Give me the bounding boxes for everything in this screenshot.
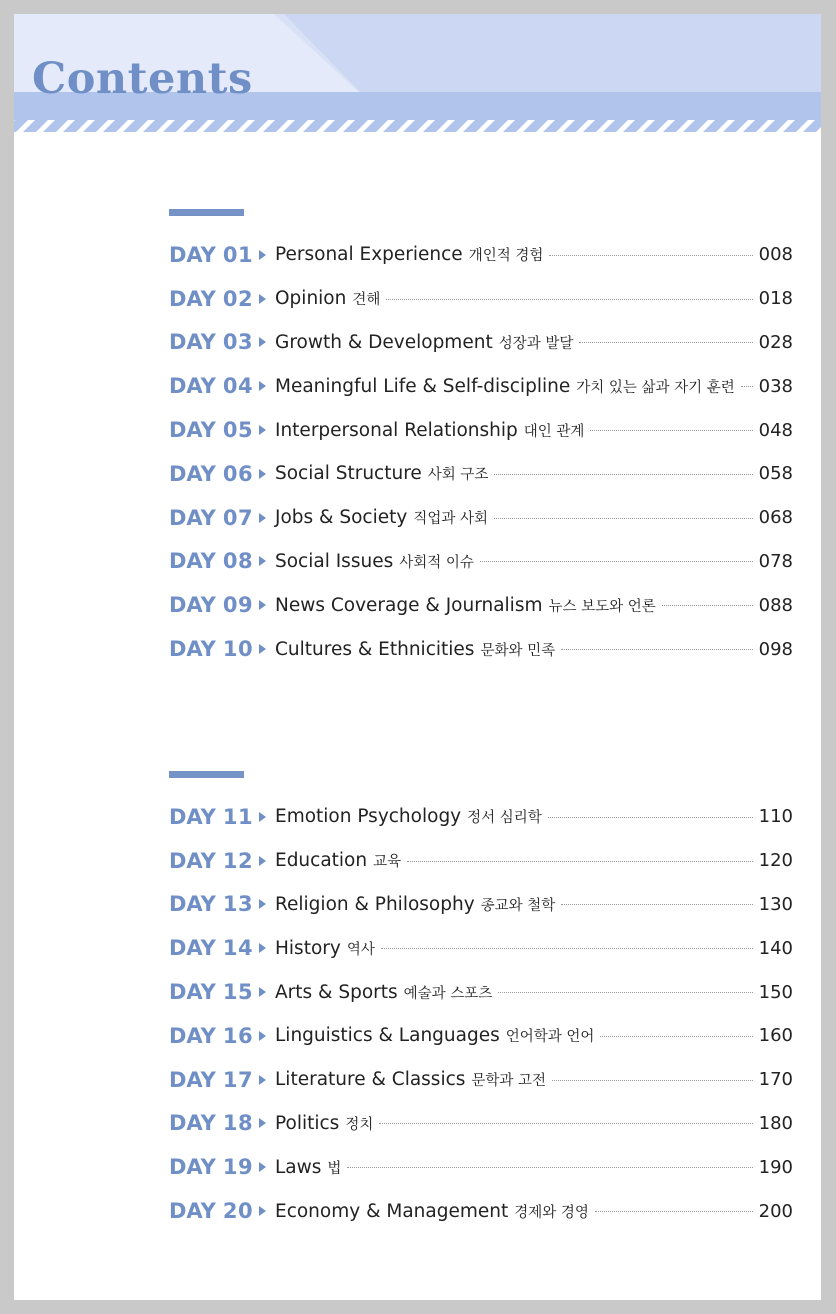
- toc-entry[interactable]: [169, 540, 793, 584]
- triangle-right-icon: [259, 600, 266, 610]
- toc-entry[interactable]: [169, 627, 793, 671]
- day-label: [169, 287, 275, 311]
- toc-entry[interactable]: [169, 321, 793, 365]
- triangle-right-icon: [259, 943, 266, 953]
- day-word: DAY: [169, 936, 216, 961]
- dot-leader: [407, 860, 753, 862]
- page-number: 068: [758, 507, 793, 529]
- day-word: DAY: [169, 892, 216, 917]
- dot-leader: [379, 1122, 752, 1124]
- dot-leader: [549, 254, 752, 256]
- day-number: 08: [222, 549, 254, 574]
- entry-title-ko: 정서 심리학: [467, 810, 542, 827]
- page-number: 018: [758, 288, 793, 310]
- toc-entry[interactable]: [169, 408, 793, 452]
- page-number: 130: [758, 893, 793, 915]
- day-number: 09: [222, 593, 254, 618]
- triangle-right-icon: [259, 381, 266, 391]
- day-word: DAY: [169, 461, 216, 486]
- day-label: [169, 805, 275, 829]
- entry-title-ko: 교육: [373, 854, 402, 871]
- day-label: [169, 330, 275, 354]
- day-word: DAY: [169, 505, 216, 530]
- toc-entry[interactable]: [169, 1014, 793, 1058]
- entry-title-ko: 직업과 사회: [413, 511, 488, 528]
- entry-title-ko: 개인적 경험: [468, 248, 544, 265]
- page-number: 048: [758, 419, 793, 441]
- entry-title-en: Laws: [275, 1156, 322, 1178]
- entry-title-en: Linguistics & Languages: [275, 1025, 500, 1047]
- day-word: DAY: [169, 1111, 216, 1136]
- page-number: 190: [758, 1156, 793, 1178]
- triangle-right-icon: [259, 1075, 266, 1085]
- toc-entry[interactable]: [169, 1102, 793, 1146]
- dot-leader: [561, 648, 753, 650]
- page-title: Contents: [32, 54, 253, 104]
- toc-entry[interactable]: [169, 1058, 793, 1102]
- day-number: 03: [222, 330, 254, 355]
- day-word: DAY: [169, 286, 216, 311]
- dot-leader: [662, 604, 753, 606]
- toc-section-1: [169, 233, 793, 671]
- day-word: DAY: [169, 1067, 216, 1092]
- triangle-right-icon: [259, 469, 266, 479]
- entry-title-en: Politics: [275, 1112, 340, 1134]
- toc-entry[interactable]: [169, 795, 793, 839]
- day-word: DAY: [169, 1155, 216, 1180]
- page-number: 110: [758, 806, 793, 828]
- page-number: 180: [758, 1112, 793, 1134]
- page-number: 140: [758, 937, 793, 959]
- day-number: 11: [222, 804, 254, 829]
- triangle-right-icon: [259, 1206, 266, 1216]
- day-number: 06: [222, 461, 254, 486]
- triangle-right-icon: [259, 294, 266, 304]
- day-label: [169, 1111, 275, 1135]
- entry-title-ko: 정치: [345, 1116, 374, 1133]
- triangle-right-icon: [259, 856, 266, 866]
- entry-title-ko: 종교와 철학: [480, 897, 556, 914]
- day-label: [169, 243, 275, 267]
- day-word: DAY: [169, 637, 216, 662]
- entry-title-en: Jobs & Society: [275, 507, 408, 529]
- entry-title-ko: 사회적 이슈: [399, 554, 474, 571]
- dot-leader: [494, 517, 753, 519]
- entry-title-ko: 역사: [346, 941, 375, 958]
- day-number: 04: [222, 374, 254, 399]
- day-number: 20: [222, 1199, 254, 1224]
- day-word: DAY: [169, 374, 216, 399]
- page-number: 170: [758, 1069, 793, 1091]
- entry-title-en: Interpersonal Relationship: [275, 419, 518, 441]
- day-word: DAY: [169, 848, 216, 873]
- entry-title-en: News Coverage & Journalism: [275, 594, 543, 616]
- toc-entry[interactable]: [169, 277, 793, 321]
- dot-leader: [579, 341, 752, 343]
- entry-title-ko: 경제와 경영: [514, 1204, 589, 1221]
- page-number: 078: [758, 550, 793, 572]
- entry-title-ko: 견해: [352, 292, 381, 309]
- toc-entry[interactable]: [169, 364, 793, 408]
- dot-leader: [347, 1166, 752, 1168]
- page-number: 008: [758, 244, 793, 266]
- day-number: 10: [222, 637, 254, 662]
- day-number: 19: [222, 1155, 254, 1180]
- day-number: 05: [222, 418, 254, 443]
- entry-title-en: Meaningful Life & Self-discipline: [275, 375, 571, 397]
- day-word: DAY: [169, 1199, 216, 1224]
- triangle-right-icon: [259, 987, 266, 997]
- entry-title-en: Literature & Classics: [275, 1069, 466, 1091]
- entry-title-en: History: [275, 937, 341, 959]
- day-number: 14: [222, 936, 254, 961]
- dot-leader: [595, 1210, 753, 1212]
- day-number: 12: [222, 848, 254, 873]
- dot-leader: [600, 1035, 752, 1037]
- triangle-right-icon: [259, 513, 266, 523]
- triangle-right-icon: [259, 1118, 266, 1128]
- entry-title-ko: 예술과 스포츠: [403, 985, 493, 1002]
- page-number: 160: [758, 1025, 793, 1047]
- entry-title-en: Economy & Management: [275, 1200, 509, 1222]
- section-marker-1: [169, 209, 244, 216]
- triangle-right-icon: [259, 425, 266, 435]
- entry-title-en: Personal Experience: [275, 244, 463, 266]
- toc-entry[interactable]: [169, 926, 793, 970]
- dot-leader: [494, 473, 752, 475]
- page-number: 088: [758, 594, 793, 616]
- day-number: 17: [222, 1067, 254, 1092]
- entry-title-ko: 언어학과 언어: [505, 1029, 595, 1046]
- day-label: [169, 549, 275, 573]
- day-label: [169, 1068, 275, 1092]
- dot-leader: [498, 991, 752, 993]
- page-number: 120: [758, 850, 793, 872]
- dot-leader: [386, 298, 752, 300]
- entry-title-ko: 문학과 고전: [471, 1073, 547, 1090]
- triangle-right-icon: [259, 1031, 266, 1041]
- day-label: [169, 462, 275, 486]
- day-label: [169, 1024, 275, 1048]
- entry-title-ko: 가치 있는 삶과 자기 훈련: [576, 379, 735, 396]
- day-label: [169, 980, 275, 1004]
- page-number: 058: [758, 463, 793, 485]
- day-word: DAY: [169, 593, 216, 618]
- triangle-right-icon: [259, 644, 266, 654]
- entry-title-ko: 성장과 발달: [498, 335, 574, 352]
- dot-leader: [548, 816, 753, 818]
- entry-title-en: Growth & Development: [275, 331, 493, 353]
- page-number: 150: [758, 981, 793, 1003]
- entry-title-en: Social Issues: [275, 550, 394, 572]
- day-word: DAY: [169, 1023, 216, 1048]
- triangle-right-icon: [259, 337, 266, 347]
- day-number: 13: [222, 892, 254, 917]
- toc-entry[interactable]: [169, 233, 793, 277]
- day-label: [169, 593, 275, 617]
- contents-page: [14, 14, 821, 1300]
- day-word: DAY: [169, 242, 216, 267]
- entry-title-ko: 대인 관계: [523, 423, 585, 440]
- day-label: [169, 1199, 275, 1223]
- triangle-right-icon: [259, 1162, 266, 1172]
- triangle-right-icon: [259, 812, 266, 822]
- day-label: [169, 637, 275, 661]
- toc-section-2: [169, 795, 793, 1233]
- entry-title-en: Religion & Philosophy: [275, 893, 475, 915]
- entry-title-en: Social Structure: [275, 463, 422, 485]
- dot-leader: [552, 1079, 753, 1081]
- day-number: 01: [222, 242, 254, 267]
- day-label: [169, 936, 275, 960]
- day-number: 16: [222, 1023, 254, 1048]
- entry-title-en: Emotion Psychology: [275, 806, 462, 828]
- day-label: [169, 849, 275, 873]
- entry-title-ko: 법: [327, 1160, 342, 1177]
- dot-leader: [561, 903, 752, 905]
- entry-title-en: Education: [275, 850, 368, 872]
- day-label: [169, 374, 275, 398]
- day-word: DAY: [169, 804, 216, 829]
- page-number: 028: [758, 331, 793, 353]
- toc-entry[interactable]: [169, 839, 793, 883]
- day-number: 02: [222, 286, 254, 311]
- day-word: DAY: [169, 418, 216, 443]
- day-word: DAY: [169, 549, 216, 574]
- toc-entry[interactable]: [169, 883, 793, 927]
- page-number: 038: [758, 375, 793, 397]
- toc-entry[interactable]: [169, 496, 793, 540]
- day-word: DAY: [169, 330, 216, 355]
- triangle-right-icon: [259, 250, 266, 260]
- toc-entry[interactable]: [169, 452, 793, 496]
- day-label: [169, 418, 275, 442]
- day-number: 15: [222, 980, 254, 1005]
- page-number: 098: [758, 638, 793, 660]
- toc-entry[interactable]: [169, 583, 793, 627]
- triangle-right-icon: [259, 556, 266, 566]
- toc-entry[interactable]: [169, 1145, 793, 1189]
- triangle-right-icon: [259, 899, 266, 909]
- page-number: 200: [758, 1200, 793, 1222]
- toc-entry[interactable]: [169, 1189, 793, 1233]
- entry-title-ko: 문화와 민족: [480, 642, 556, 659]
- entry-title-ko: 사회 구조: [427, 467, 489, 484]
- dot-leader: [590, 429, 752, 431]
- day-label: [169, 892, 275, 916]
- day-number: 07: [222, 505, 254, 530]
- entry-title-en: Opinion: [275, 288, 347, 310]
- dot-leader: [741, 385, 753, 387]
- entry-title-en: Cultures & Ethnicities: [275, 638, 475, 660]
- dot-leader: [381, 947, 753, 949]
- day-label: [169, 1155, 275, 1179]
- day-word: DAY: [169, 980, 216, 1005]
- toc-entry[interactable]: [169, 970, 793, 1014]
- day-number: 18: [222, 1111, 254, 1136]
- entry-title-en: Arts & Sports: [275, 981, 398, 1003]
- section-marker-2: [169, 771, 244, 778]
- entry-title-ko: 뉴스 보도와 언론: [548, 598, 656, 615]
- day-label: [169, 506, 275, 530]
- dot-leader: [480, 560, 753, 562]
